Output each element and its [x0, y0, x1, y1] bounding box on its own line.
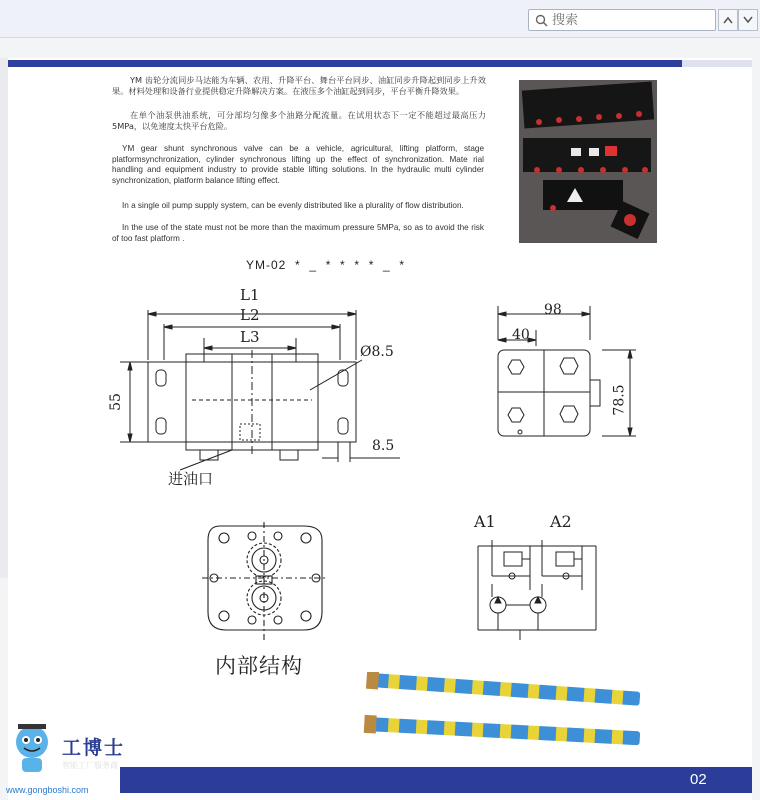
logo-slogan: 智能工厂服务商 [62, 761, 118, 770]
model-code: YM-02 * _ * * * * _ * [246, 258, 406, 272]
english-paragraph-3: In the use of the state must not be more than the maximum pressure 5MPa, so as to avoid the risk of too fast platform . [112, 223, 484, 243]
logo-url: www.gongboshi.com [6, 785, 89, 795]
next-result-button[interactable] [738, 9, 758, 31]
internal-structure-drawing [200, 512, 330, 647]
page-shadow [0, 58, 8, 578]
english-paragraph-2: In a single oil pump supply system, can be evenly distributed like a plurality of flow distribution. [122, 201, 464, 210]
previous-result-button[interactable] [718, 9, 738, 31]
logo-text: 工博士 [62, 737, 126, 759]
port-A2-label: A2 [550, 512, 572, 531]
header-stripe [8, 60, 682, 67]
port-A1-label: A1 [474, 512, 496, 531]
dim-40-label: 40 [512, 327, 530, 343]
dim-98-label: 98 [544, 302, 562, 318]
page-number: 02 [690, 771, 707, 788]
dim-8-5-label: 8.5 [372, 438, 395, 454]
side-view-drawing [490, 300, 640, 450]
dim-L3-label: L3 [240, 328, 260, 346]
footer-bar [120, 767, 752, 793]
dim-L2-label: L2 [240, 306, 260, 324]
dim-78-5-label: 78.5 [611, 384, 628, 416]
chevron-down-icon [743, 16, 753, 24]
search-input[interactable] [552, 13, 702, 28]
internal-structure-label: 内部结构 [215, 654, 303, 678]
chinese-paragraph-1: YM 齿轮分流同步马达能为车辆、农用、升降平台、舞台平台同步、油缸同步升降起到同步上升效果。材料处理和设备行业提供稳定升降解决方案。在液压多个油缸起到同步，平台平衡升降效果。 [112, 75, 486, 96]
english-paragraph-1: YM gear shunt synchronous valve can be a vehicle, agricultural, lifting platform, stage platformsynchronization, cylinder synchronous lifting up the effect of synchronization. Mate rial handling and equipment industry to provide stable lifting solutions. In the hydraulic multi cylinder synchronization, platform balance lifting effect. [112, 144, 484, 185]
dim-hole-label: Ø8.5 [360, 344, 394, 360]
dim-55-label: 55 [107, 393, 124, 411]
viewer-toolbar [0, 0, 760, 38]
striped-rods-photo [360, 672, 650, 762]
chevron-up-icon [723, 16, 733, 24]
product-photo [519, 80, 657, 243]
inlet-label: 进油口 [168, 470, 214, 488]
gongboshi-mascot-logo [8, 720, 58, 780]
header-stripe-end [682, 60, 752, 67]
search-box[interactable] [528, 9, 716, 31]
search-icon [535, 14, 548, 27]
dim-L1-label: L1 [240, 286, 260, 304]
hydraulic-schematic [470, 530, 610, 645]
chinese-paragraph-2: 在单个油泵供油系统，可分部均匀像多个油路分配流量。在试用状态下一定不能超过最高压力 5MPa，以免速度太快平台危险。 [112, 110, 486, 131]
